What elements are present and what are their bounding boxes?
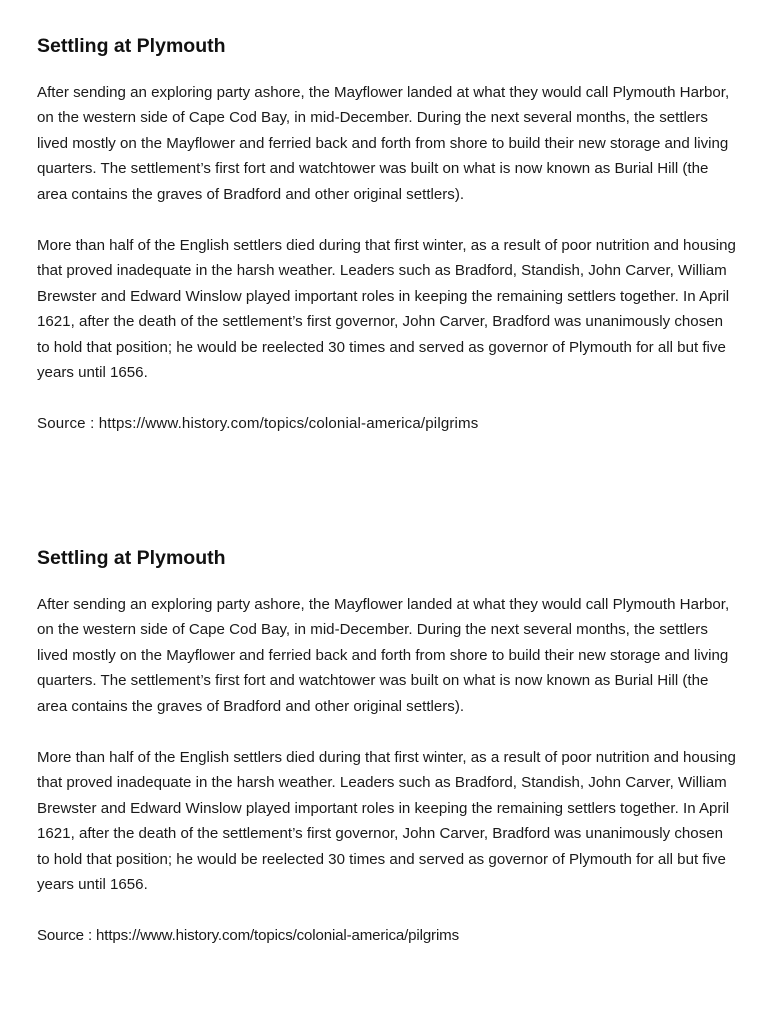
section-heading: Settling at Plymouth xyxy=(37,35,226,57)
paragraph-arrival: After sending an exploring party ashore, the Mayflower landed at what they would call Plymouth Harbor, on the western side of Cape Cod Bay, in mid-December. During the next several months, the settlers lived mostly on the Mayflower and ferried back and forth from shore to build their new storage and living quarters. The settlement’s first fort and watchtower was built on what is now known as Burial Hill (the area contains the graves of Bradford and other original settlers). xyxy=(37,596,730,715)
paragraph-first-winter: More than half of the English settlers died during that first winter, as a result of poor nutrition and housing that proved inadequate in the harsh weather. Leaders such as Bradford, Standish, John Carver, William Brewster and Edward Winslow played important roles in keeping the remaining settlers together. In April 1621, after the death of the settlement’s first governor, John Carver, Bradford was unanimously chosen to hold that position; he would be reelected 30 times and served as governor of Plymouth for all but five years until 1656. xyxy=(37,237,736,382)
paragraph-first-winter: More than half of the English settlers died during that first winter, as a result of poor nutrition and housing that proved inadequate in the harsh weather. Leaders such as Bradford, Standish, John Carver, William Brewster and Edward Winslow played important roles in keeping the remaining settlers together. In April 1621, after the death of the settlement’s first governor, John Carver, Bradford was unanimously chosen to hold that position; he would be reelected 30 times and served as governor of Plymouth for all but five years until 1656. xyxy=(37,749,736,894)
source-citation: Source : https://www.history.com/topics/colonial-america/pilgrims xyxy=(37,927,459,945)
source-citation: Source : https://www.history.com/topics/colonial-america/pilgrims xyxy=(37,415,479,433)
article-section-1 xyxy=(37,34,737,437)
paragraph-arrival: After sending an exploring party ashore, the Mayflower landed at what they would call Plymouth Harbor, on the western side of Cape Cod Bay, in mid-December. During the next several months, the settlers lived mostly on the Mayflower and ferried back and forth from shore to build their new storage and living quarters. The settlement’s first fort and watchtower was built on what is now known as Burial Hill (the area contains the graves of Bradford and other original settlers). xyxy=(37,84,730,203)
article-section-2 xyxy=(37,546,737,949)
section-heading: Settling at Plymouth xyxy=(37,547,226,569)
